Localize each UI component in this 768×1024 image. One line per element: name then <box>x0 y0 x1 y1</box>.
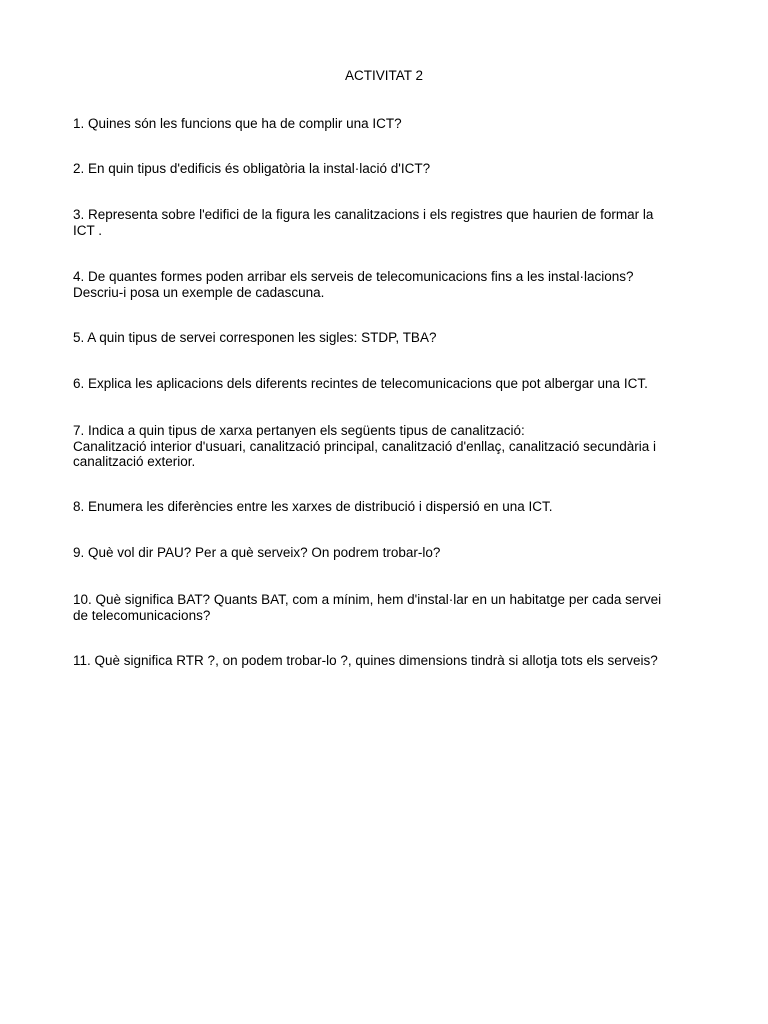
question-4 <box>73 269 698 300</box>
question-line: 1. Quines són les funcions que ha de complir una ICT? <box>73 116 402 131</box>
question-line: 3. Representa sobre l'edifici de la figura les canalitzacions i els registres que haurien de formar la <box>73 207 654 222</box>
question-8 <box>73 499 698 515</box>
question-5 <box>73 330 698 346</box>
question-line: 7. Indica a quin tipus de xarxa pertanyen els següents tipus de canalització: <box>73 423 525 438</box>
question-3 <box>73 207 698 238</box>
question-line: Canalització interior d'usuari, canalització principal, canalització d'enllaç, canalització secundària i <box>73 438 656 454</box>
question-line: 4. De quantes formes poden arribar els serveis de telecomunicacions fins a les instal·lacions? <box>73 269 634 284</box>
question-6 <box>73 376 698 392</box>
question-line: 2. En quin tipus d'edificis és obligatòria la instal·lació d'ICT? <box>73 161 431 176</box>
page-title: ACTIVITAT 2 <box>344 68 423 83</box>
question-line: 9. Què vol dir PAU? Per a què serveix? On podrem trobar-lo? <box>73 545 441 560</box>
question-line: Descriu-i posa un exemple de cadascuna. <box>73 284 325 300</box>
question-line: 5. A quin tipus de servei corresponen les sigles: STDP, TBA? <box>73 330 437 345</box>
question-line: de telecomunicacions? <box>73 607 211 623</box>
question-line: canalització exterior. <box>73 454 196 469</box>
question-1 <box>73 116 698 132</box>
question-10 <box>73 592 698 623</box>
question-line: 8. Enumera les diferències entre les xarxes de distribució i dispersió en una ICT. <box>73 499 553 514</box>
question-line: 6. Explica les aplicacions dels diferents recintes de telecomunicacions que pot albergar una ICT. <box>73 376 648 391</box>
question-7 <box>73 423 698 470</box>
question-2 <box>73 161 698 177</box>
question-line: 10. Què significa BAT? Quants BAT, com a mínim, hem d'instal·lar en un habitatge per cada servei <box>73 592 662 607</box>
question-9 <box>73 545 698 561</box>
question-11 <box>73 653 698 669</box>
question-line: ICT . <box>73 222 103 238</box>
question-line: 11. Què significa RTR ?, on podem trobar-lo ?, quines dimensions tindrà si allotja tots els serveis? <box>73 653 658 668</box>
